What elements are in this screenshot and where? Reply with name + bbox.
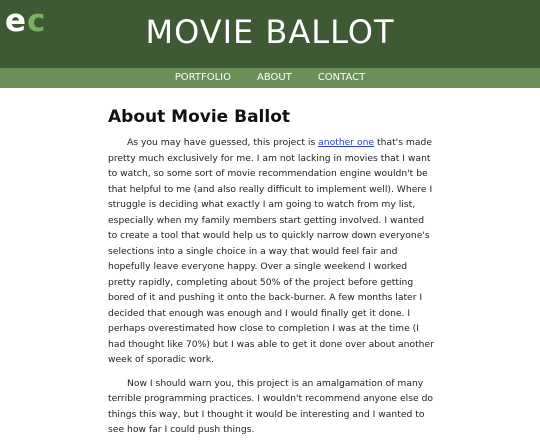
paragraph-1-text-end: that's made pretty much exclusively for me. I am not lacking in movies that I want to watch, so some sort of movie recommendation engine wouldn't be that helpful to me (and also really difficult to implement well). Where I struggle is deciding what exactly I am going to watch from my list, especially when my family members start getting involved. I wanted to create a tool that would help us to quickly narrow down everyone's selections into a single choice in a way that would feel fair and hopefully leave everyone happy. Over a single weekend I worked pretty rapidly, completing about 50% of the project before getting bored of it and pushing it onto the back-burner. A few months later I decided that enough was enough and I would finally get it done. I perhaps overestimated how close to completion I was at the time (I had thought like 70%) but I was able to get it done over about another week of sporadic work. xyxy=(108,137,434,365)
main-nav xyxy=(0,68,540,88)
article-paragraph-2: Now I should warn you, this project is an amalgamation of many terrible programming practices. I wouldn't recommend anyone else do things this way, but I thought it would be interesting and I wanted to see how far I could push things. xyxy=(108,377,434,435)
site-header xyxy=(0,0,540,68)
nav-contact-link[interactable]: CONTACT xyxy=(317,72,366,83)
article-content xyxy=(108,106,436,446)
nav-portfolio-link[interactable]: PORTFOLIO xyxy=(174,72,231,83)
nav-about-link[interactable]: ABOUT xyxy=(257,72,292,83)
svg-text:e: e xyxy=(5,5,27,35)
site-title: MOVIE BALLOT xyxy=(145,13,395,51)
page-heading: About Movie Ballot xyxy=(108,107,290,127)
another-one-link[interactable]: another one xyxy=(318,137,375,148)
paragraph-1-text-start: As you may have guessed, this project is xyxy=(127,137,319,148)
svg-text:c: c xyxy=(27,5,46,35)
article-paragraph-1 xyxy=(108,135,436,368)
